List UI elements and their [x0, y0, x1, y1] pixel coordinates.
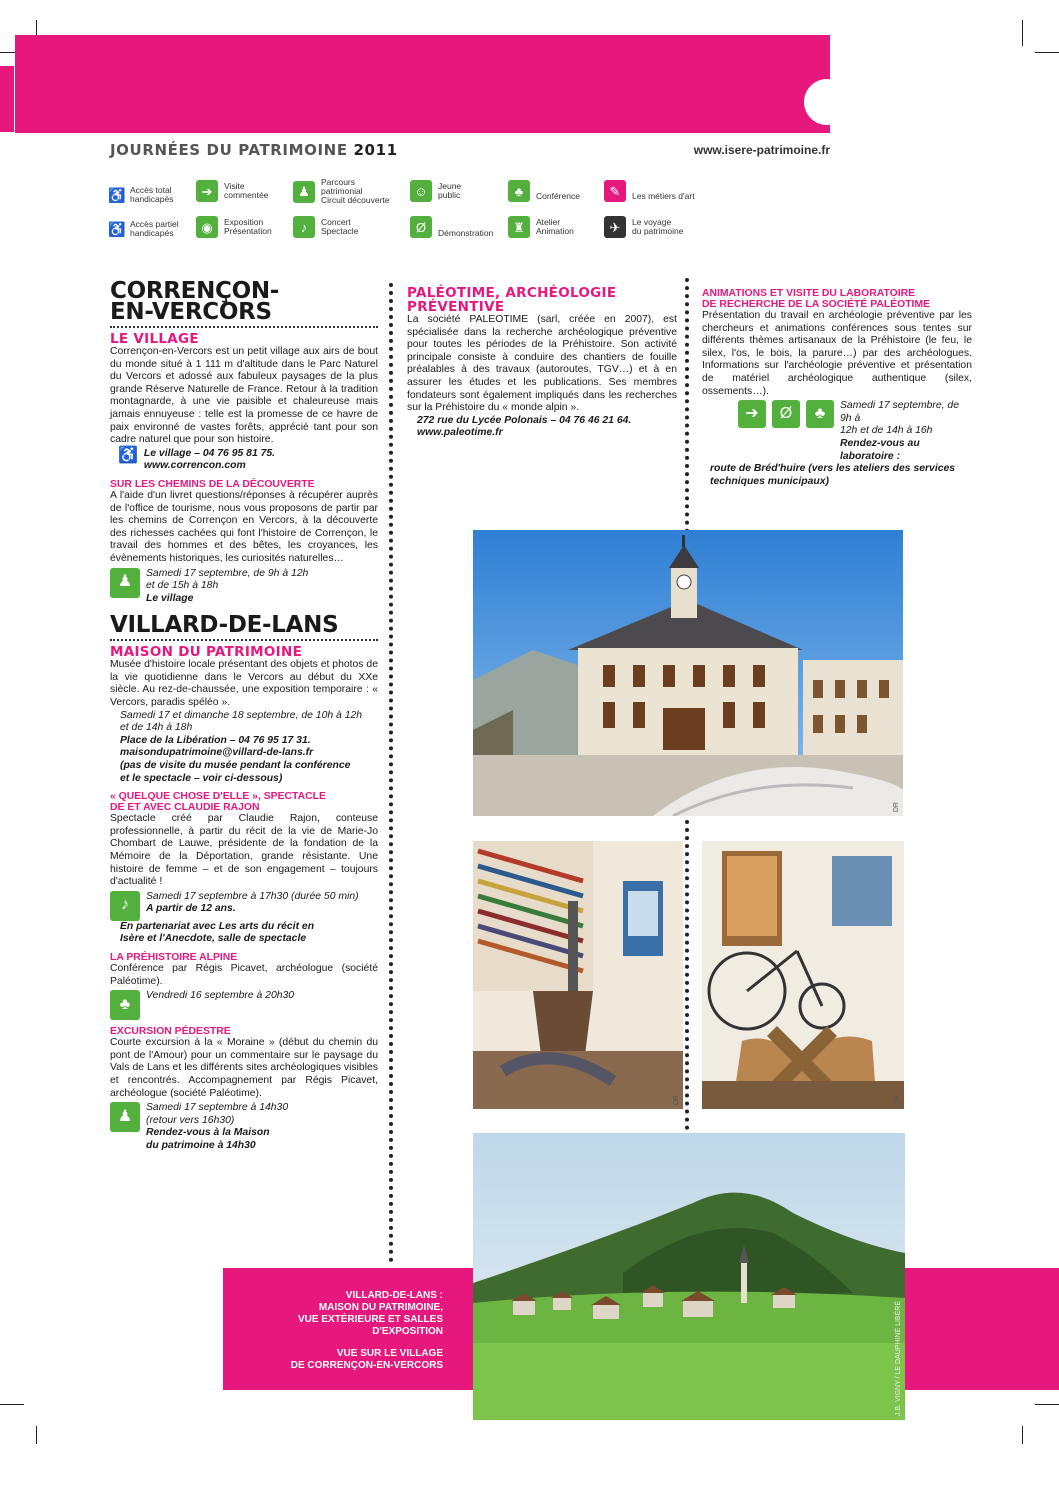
smiley-icon: ☺ — [410, 180, 432, 202]
legend-item — [293, 178, 390, 205]
top-band — [15, 35, 830, 133]
column-divider — [389, 283, 393, 1263]
travel-icon: ✈ — [604, 216, 626, 238]
band-notch — [804, 79, 850, 125]
website[interactable]: www.paleotime.fr — [417, 427, 503, 439]
stage-icon: ♪ — [110, 891, 140, 921]
town-villard: VILLARD-DE-LANS — [110, 612, 339, 639]
arrow-icon: ➔ — [738, 400, 766, 428]
event-age: A partir de 12 ans. — [146, 903, 236, 915]
craft-icon: ✎ — [604, 180, 626, 202]
legend-label: Jeune public — [438, 181, 462, 200]
event-date: Samedi 17 et dimanche 18 septembre, de 10h à 12h et de 14h à 18h — [120, 709, 363, 734]
column-1 — [110, 278, 378, 1153]
section-text: Présentation du travail en archéologie préventive par les chercheurs et animations conférences sous tentes sur différents thèmes artisanaux de la Préhistoire (le feu, le silex, l'os, le bois, la parure…) par des archéologues. Informations sur l'archéologie préventive et présentation de matériel archéologique authentique (silex, ossements…). — [702, 310, 972, 397]
event-place-detail: route de Bréd'huire (vers les ateliers des services techniques municipaux) — [710, 463, 956, 487]
section-title: LE VILLAGE — [110, 331, 199, 347]
event-place: Rendez-vous au laboratoire : — [840, 437, 920, 462]
caption-village: VUE SUR LE VILLAGE DE CORRENÇON-EN-VERCORS — [290, 1348, 443, 1371]
legend-label: Accès partiel handicapés — [130, 219, 179, 238]
legend-item — [410, 180, 461, 202]
crop-mark — [1022, 1426, 1023, 1444]
column-2 — [407, 286, 677, 440]
legend-label: Accès total handicapés — [130, 185, 174, 204]
legend-item — [410, 216, 493, 238]
eye-icon: ◉ — [196, 216, 218, 238]
event-place: Place de la Libération – 04 76 95 17 31. — [120, 734, 311, 746]
photo-maison-exterior — [473, 530, 903, 816]
speaker-icon: ♣ — [110, 990, 140, 1020]
legend-item — [604, 216, 684, 238]
photo-maison-exterior-svg — [473, 530, 903, 816]
stage-icon: ♪ — [293, 216, 315, 238]
demo-icon: Ø — [410, 216, 432, 238]
legend-label: Visite commentée — [224, 181, 269, 200]
event-date: Samedi 17 septembre, de 9h à 12h et de 15h à 18h — [146, 567, 309, 592]
event-meta — [110, 891, 378, 921]
workshop-icon: ♜ — [508, 216, 530, 238]
photo-exhibition-room-1-svg — [473, 841, 683, 1109]
event-partner: En partenariat avec Les arts du récit en Isère et l'Anecdote, salle de spectacle — [120, 920, 315, 945]
event-meta — [110, 568, 378, 606]
contact-block — [118, 448, 378, 473]
legend-item — [110, 218, 179, 240]
legend-item — [604, 180, 695, 202]
crop-mark — [36, 1426, 37, 1444]
legend-item — [508, 180, 580, 202]
wheelchair-icon: ♿ — [108, 186, 126, 203]
column-3 — [702, 288, 972, 488]
demo-icon: Ø — [772, 400, 800, 428]
section-text: Conférence par Régis Picavet, archéologue (société Paléotime). — [110, 962, 378, 987]
walker-icon: ♟ — [293, 181, 315, 203]
legend-label: Conférence — [536, 190, 580, 201]
event-date: Vendredi 16 septembre à 20h30 — [146, 990, 295, 1002]
caption-maison: VILLARD-DE-LANS : MAISON DU PATRIMOINE, VUE EXTÉRIEURE ET SALLES D'EXPOSITION — [297, 1290, 443, 1337]
event-date: Samedi 17 septembre à 17h30 (durée 50 min) — [146, 890, 359, 902]
legend-label: Exposition Présentation — [224, 217, 272, 236]
event-place: Le village — [146, 592, 194, 604]
section-title: PALÉOTIME, ARCHÉOLOGIE PRÉVENTIVE — [407, 285, 617, 315]
photo-exhibition-room-1 — [473, 841, 683, 1109]
contact-web[interactable]: www.correncon.com — [143, 460, 246, 472]
legend-label: Concert Spectacle — [321, 217, 359, 236]
event-place: Rendez-vous à la Maison du patrimoine à 14h30 — [146, 1127, 270, 1151]
page-title — [110, 141, 398, 159]
event-note: (pas de visite du musée pendant la conférence et le spectacle – voir ci-dessous) — [120, 760, 351, 784]
speaker-icon: ♣ — [508, 180, 530, 202]
title-year: 2011 — [353, 141, 398, 159]
header-url[interactable]: www.isere-patrimoine.fr — [693, 143, 830, 157]
photo-credit: DR — [673, 1094, 680, 1105]
photo-credit: J.B. VIGNY / LE DAUPHINÉ LIBÉRÉ — [895, 1300, 902, 1416]
crop-mark — [1035, 52, 1059, 53]
legend-label: Les métiers d'art — [632, 190, 695, 201]
column-divider — [685, 278, 689, 533]
crop-mark — [0, 1404, 24, 1405]
event-meta — [110, 1102, 378, 1152]
photo-exhibition-room-2 — [702, 841, 904, 1109]
photo-credit: DR — [893, 801, 900, 812]
legend-item — [293, 216, 358, 238]
photo-village-landscape — [473, 1133, 905, 1420]
section-title: MAISON DU PATRIMOINE — [110, 644, 303, 661]
wheelchair-partial-icon: ♿ — [118, 446, 138, 464]
photo-village-landscape-svg — [473, 1133, 905, 1420]
legend-label: Atelier Animation — [536, 217, 574, 236]
title-text: JOURNÉES DU PATRIMOINE — [110, 141, 348, 159]
legend-label: Parcours patrimonial Circuit découverte — [321, 177, 390, 205]
column-divider — [685, 820, 689, 1130]
speaker-icon: ♣ — [806, 400, 834, 428]
legend-item — [196, 180, 268, 202]
legend-item — [110, 184, 173, 206]
event-meta — [738, 400, 972, 463]
left-tab — [0, 66, 14, 132]
legend — [110, 176, 720, 242]
dotted-rule — [110, 639, 378, 641]
walker-icon: ♟ — [110, 568, 140, 598]
section-title: LA PRÉHISTOIRE ALPINE — [110, 951, 238, 963]
photo-credit: DR — [894, 1094, 901, 1105]
dotted-rule — [110, 326, 378, 328]
section-text: Courte excursion à la « Moraine » (début du chemin du pont de l'Amour) pour un commentaire sur le paysage du Vals de Lans et les différents sites archéologiques visibles et rencontrés. Accompagnement par Régis Picavet, archéologue (société Paléotime). — [110, 1037, 378, 1099]
section-title: « QUELQUE CHOSE D'ELLE », SPECTACLE DE ET AVEC CLAUDIE RAJON — [110, 791, 326, 814]
address: 272 rue du Lycée Polonais – 04 76 46 21 64. — [417, 414, 632, 426]
walker-icon: ♟ — [110, 1102, 140, 1132]
crop-mark — [1035, 1404, 1059, 1405]
section-title: EXCURSION PÉDESTRE — [110, 1026, 231, 1038]
legend-item — [196, 216, 272, 238]
crop-mark — [1022, 20, 1023, 46]
wheelchair-partial-icon: ♿ — [108, 220, 126, 237]
contact-phone: Le village – 04 76 95 81 75. — [143, 447, 276, 459]
section-text: Corrençon-en-Vercors est un petit village aux airs de bout du monde situé à 1 111 m d'altitude dans le Parc Naturel du Vercors et adossé aux fabuleux paysages de la plus grande Réserve Naturelle de France. Retour à la tradition montagnarde, à une vie paisible et chaleureuse mais jamais ennuyeuse : telle est la promesse de ce havre de paix environné de vastes forêts, apprécié tant pour son cadre naturel que pour son histoire. — [110, 346, 378, 446]
town-correncon: CORRENÇON- EN-VERCORS — [110, 278, 280, 325]
legend-label: Démonstration — [438, 227, 494, 238]
section-text: La société PALEOTIME (sarl, créée en 2007), est spécialisée dans la recherche archéologique préventive pour toutes les périodes de la Préhistoire. Son activité principale consiste à conduire des chantiers de fouille préalables à des travaux (autoroutes, TGV…) et à en assurer les études et les publications. Ses membres fondateurs sont également impliqués dans les recherches sur la Préhistoire du « monde alpin ». — [407, 314, 677, 414]
section-text: Spectacle créé par Claudie Rajon, conteuse professionnelle, à partir du récit de la vie de Marie-Jo Chombart de Lauwe, présidente de la fondation de la Mémoire de la Déportation, grande résistante. Une histoire de femme – et de son engagement – toujours d'actualité ! — [110, 813, 378, 888]
section-title: SUR LES CHEMINS DE LA DÉCOUVERTE — [110, 478, 315, 490]
photo-exhibition-room-2-svg — [702, 841, 904, 1109]
event-date: Samedi 17 septembre à 14h30 (retour vers 16h30) — [146, 1102, 289, 1126]
section-title: ANIMATIONS ET VISITE DU LABORATOIRE DE RECHERCHE DE LA SOCIÉTÉ PALÉOTIME — [702, 288, 931, 310]
photo-caption — [283, 1290, 443, 1382]
arrow-icon: ➔ — [196, 180, 218, 202]
section-text: A l'aide d'un livret questions/réponses à récupérer auprès de l'office de tourisme, nous vous proposons de partir par les chemins de Corrençon en Vercors, à la découverte des richesses cachées qui font l'histoire de Corrençon, le travail des hommes et des bêtes, les croyances, les évènements historiques, les curiosités naturelles… — [110, 489, 378, 564]
section-text: Musée d'histoire locale présentant des objets et photos de la vie quotidienne dans le Vercors au début du XXe siècle. Au rez-de-chaussée, une exposition temporaire : « Vercors, paradis spéléo ». — [110, 659, 378, 709]
legend-item — [508, 216, 574, 238]
event-meta — [110, 990, 378, 1020]
event-mail[interactable]: maisondupatrimoine@villard-de-lans.fr — [120, 747, 314, 759]
legend-label: Le voyage du patrimoine — [632, 217, 684, 236]
event-date: Samedi 17 septembre, de 9h à 12h et de 14h à 16h — [840, 400, 959, 437]
